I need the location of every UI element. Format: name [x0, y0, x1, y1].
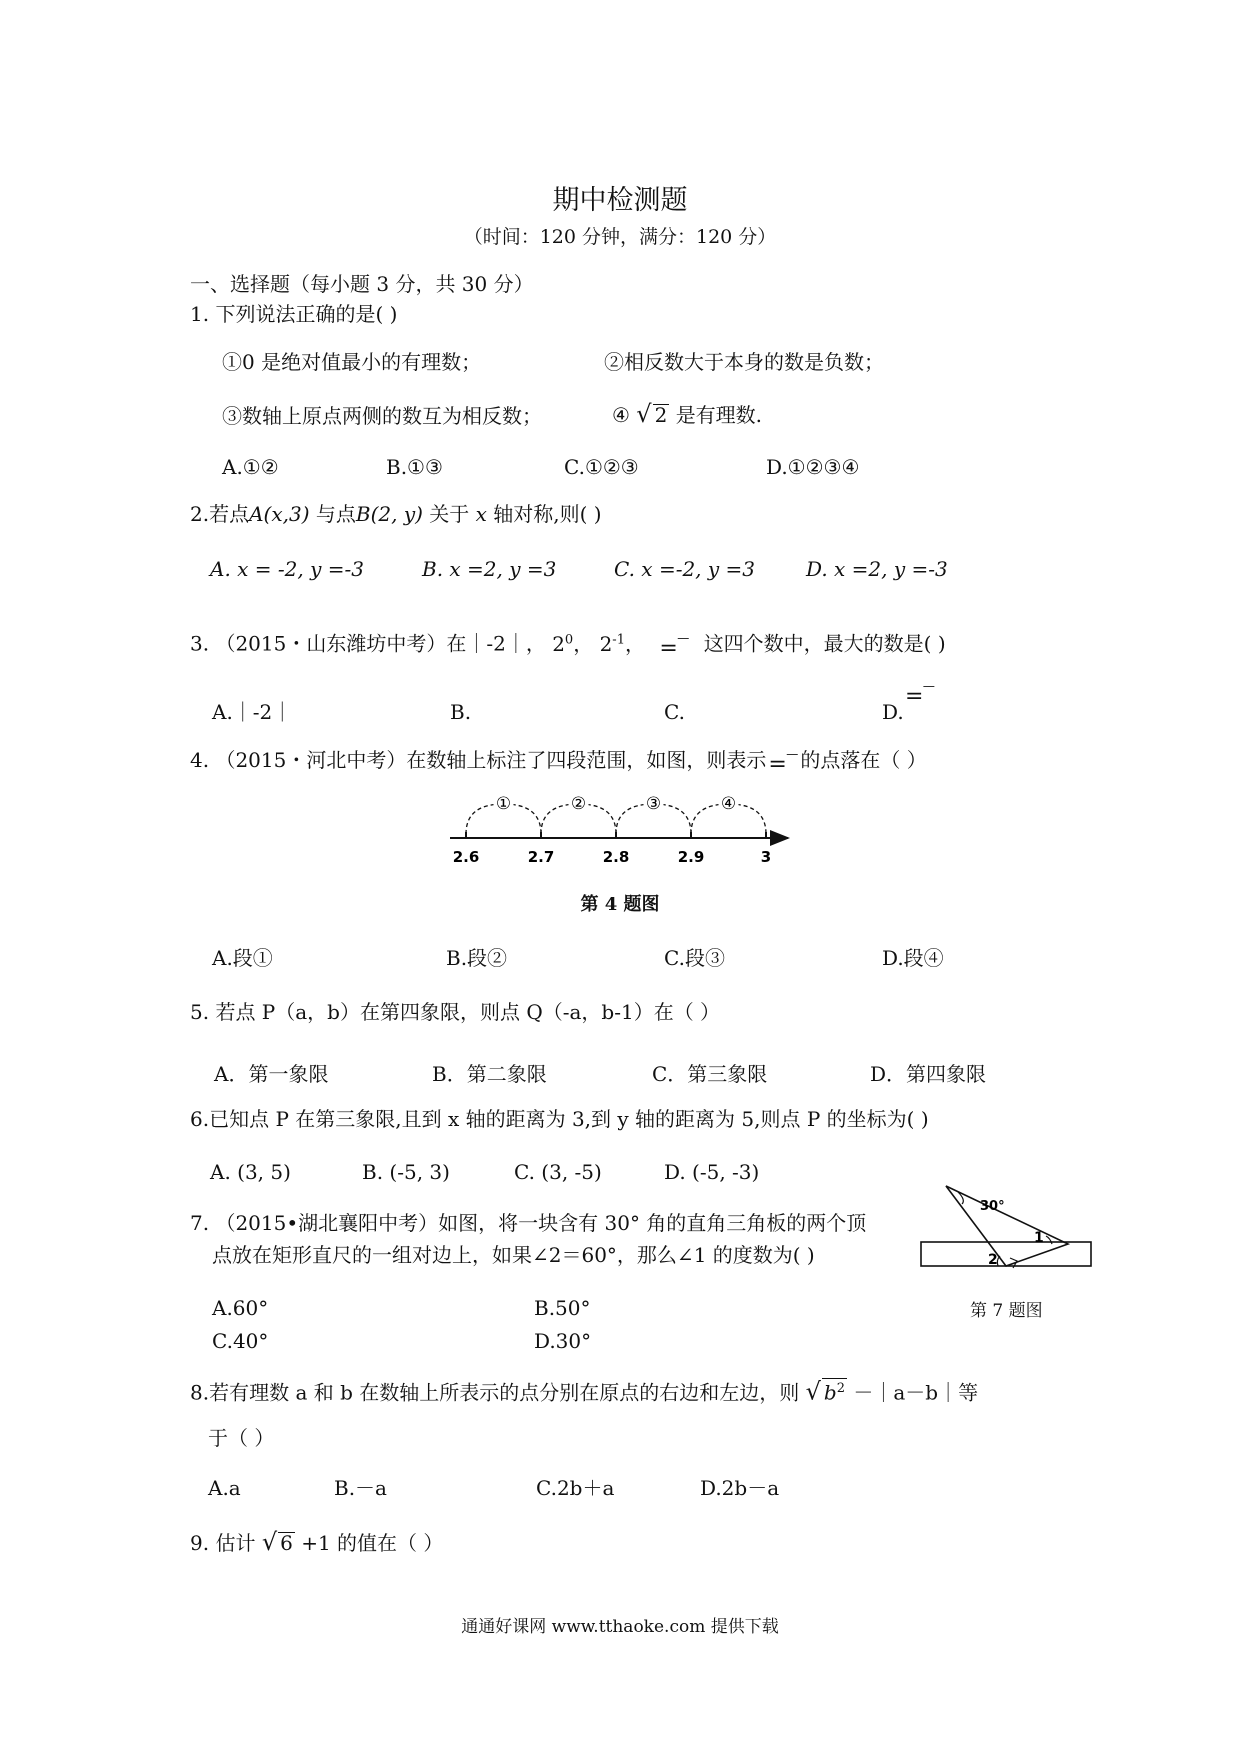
number-line-figure [440, 790, 800, 870]
q3-stem: 3. （2015・山东潍坊中考）在｜-2｜， $2^0$， $2^{-1}$， =‾ 这四个数中，最大的数是( ) [190, 631, 946, 661]
q4-figure-caption: 第 4 题图 [580, 894, 660, 915]
q6-option-b: B. (-5, 3) [362, 1160, 450, 1184]
q2-stem-a: 2.若点 [190, 502, 250, 526]
q8-stem-line2: 于（ ） [208, 1426, 275, 1450]
q8-stem-a: 8.若有理数 a 和 b 在数轴上所表示的点分别在原点的右边和左边，则 [190, 1380, 800, 1405]
angle-label-2: 2 [988, 1252, 998, 1268]
q6-option-c: C. (3, -5) [514, 1160, 602, 1184]
q5-stem: 5. 若点 P（a，b）在第四象限，则点 Q（-a，b-1）在（ ） [190, 1000, 721, 1024]
q3-option-a: A.｜-2｜ [212, 700, 293, 724]
q2-option-d: D. x =2, y =-3 [806, 557, 948, 581]
q8-option-b: B.－a [334, 1476, 387, 1500]
page-title: 期中检测题 [552, 185, 688, 216]
q3-option-b: B. [450, 700, 472, 724]
q4-option-a: A.段① [212, 946, 273, 970]
q2-stem [190, 502, 602, 526]
q7-option-a: A.60° [212, 1296, 269, 1320]
q1-statement-4 [612, 402, 762, 427]
angle-arc-1 [1046, 1236, 1052, 1244]
number-line-tick-label: 2.7 [527, 848, 555, 866]
section-heading: 一、选择题（每小题 3 分，共 30 分） [190, 272, 534, 296]
q8-option-d: D.2b－a [700, 1476, 780, 1500]
q7-stem-line2: 点放在矩形直尺的一组对边上，如果∠2＝60°，那么∠1 的度数为( ) [212, 1243, 815, 1267]
q3-option-d-symbol: =‾ [905, 684, 935, 709]
set-square-triangle [946, 1186, 1068, 1266]
q3-power-2-base: 2 [599, 631, 613, 656]
number-line-segment-label: ② [570, 794, 587, 814]
q1-statement-4-text: 是有理数. [675, 403, 763, 427]
q9-stem-a: 9. 估计 [190, 1531, 256, 1555]
q4-stem: 4. （2015・河北中考）在数轴上标注了四段范围，如图，则表示 =‾ 的点落在（ ） [190, 748, 927, 777]
q2-option-c: C. x =-2, y =3 [614, 557, 756, 581]
q1-option-c: C.①②③ [564, 455, 639, 479]
q1-statement-3: ③数轴上原点两侧的数互为相反数； [222, 404, 542, 428]
q4-option-d: D.段④ [882, 946, 944, 970]
q2-option-a: A. x = -2, y =-3 [210, 557, 365, 581]
number-line-tick-label: 3 [760, 848, 772, 866]
number-line-segment-label: ④ [720, 794, 737, 814]
q1-stem: 1. 下列说法正确的是( ) [190, 302, 398, 326]
q3-power-2: $2^{-1}$， [599, 631, 645, 656]
q8-radicand [822, 1378, 847, 1403]
q1-statement-2: ②相反数大于本身的数是负数； [604, 350, 884, 374]
q3-option-c: C. [664, 700, 685, 724]
q5-option-a: A．第一象限 [214, 1062, 329, 1086]
q3-power-1-exp: 0 [564, 632, 574, 647]
q8-stem [190, 1378, 978, 1405]
q4-option-b: B.段② [446, 946, 508, 970]
q3-power-2-exp: -1 [612, 632, 625, 647]
q9-stem [190, 1530, 443, 1555]
q2-point-a: A(x,3) [249, 502, 310, 526]
q5-option-c: C．第三象限 [652, 1062, 768, 1086]
number-line-tick-label: 2.8 [602, 848, 630, 866]
q2-axis: x [475, 502, 487, 526]
q7-stem-line1: 7. （2015•湖北襄阳中考）如图，将一块含有 30° 角的直角三角板的两个顶 [190, 1211, 867, 1235]
q3-option-d: D. [882, 700, 904, 724]
q7-option-b: B.50° [534, 1296, 591, 1320]
q7-figure-caption: 第 7 题图 [970, 1301, 1043, 1321]
q6-option-a: A. (3, 5) [210, 1160, 291, 1184]
angle-label-30: 30° [980, 1199, 1005, 1214]
q1-option-a: A.①② [222, 455, 279, 479]
q3-stem-a: 3. （2015・山东潍坊中考）在｜-2｜， [190, 631, 546, 656]
sqrt-sign: √ [261, 1528, 278, 1556]
number-line-segment-label: ① [495, 794, 512, 814]
q1-option-b: B.①③ [386, 455, 443, 479]
q3-stem-b: 这四个数中，最大的数是( ) [703, 631, 946, 656]
q9-stem-b: +1 的值在（ ） [301, 1531, 444, 1555]
q5-option-d: D．第四象限 [870, 1062, 987, 1086]
q1-radicand: 2 [654, 403, 668, 427]
q8-option-a: A.a [208, 1476, 241, 1500]
page-footer: 通通好课网 www.tthaoke.com 提供下载 [461, 1617, 779, 1637]
q3-power-1: $2^0$， [552, 631, 594, 656]
exam-info: （时间：120 分钟，满分：120 分） [463, 226, 777, 248]
q4-option-c: C.段③ [664, 946, 725, 970]
q9-radicand: 6 [280, 1531, 293, 1555]
q2-option-b: B. x =2, y =3 [422, 557, 557, 581]
angle-label-1: 1 [1034, 1230, 1044, 1246]
q2-stem-b: 与点 [315, 502, 356, 526]
q4-stem-b: 的点落在（ ） [800, 748, 927, 772]
number-line-tick-label: 2.9 [677, 848, 705, 866]
q3-power-1-base: 2 [552, 631, 565, 656]
q2-stem-c: 关于 [429, 502, 470, 526]
q7-option-c: C.40° [212, 1329, 269, 1353]
q6-option-d: D. (-5, -3) [664, 1160, 760, 1184]
q4-stem-a: 4. （2015・河北中考）在数轴上标注了四段范围，如图，则表示 [190, 748, 767, 772]
triangle-ruler-figure [918, 1182, 1098, 1272]
q8-radicand-base: b [823, 1380, 837, 1405]
q2-point-b: B(2, y) [355, 502, 423, 526]
number-line-segment-label: ③ [645, 794, 662, 814]
number-line-tick-label: 2.6 [452, 848, 480, 866]
q1-statement-1: ①0 是绝对值最小的有理数； [222, 350, 482, 374]
sqrt-sign: √ [636, 400, 652, 428]
q5-option-b: B．第二象限 [432, 1062, 547, 1086]
q1-option-d: D.①②③④ [766, 455, 860, 479]
q6-stem: 6.已知点 P 在第三象限,且到 x 轴的距离为 3,到 y 轴的距离为 5,则点 P 的坐标为( ) [190, 1107, 929, 1131]
q8-option-c: C.2b＋a [536, 1476, 615, 1500]
q1-statement-4-num: ④ [612, 403, 630, 427]
q8-radicand-exp: 2 [836, 1381, 845, 1396]
q2-stem-d: 轴对称,则( ) [493, 502, 602, 526]
sqrt-sign: √ [805, 1377, 821, 1406]
q7-option-d: D.30° [534, 1329, 592, 1353]
q8-stem-b: －｜a－b｜等 [853, 1380, 979, 1405]
